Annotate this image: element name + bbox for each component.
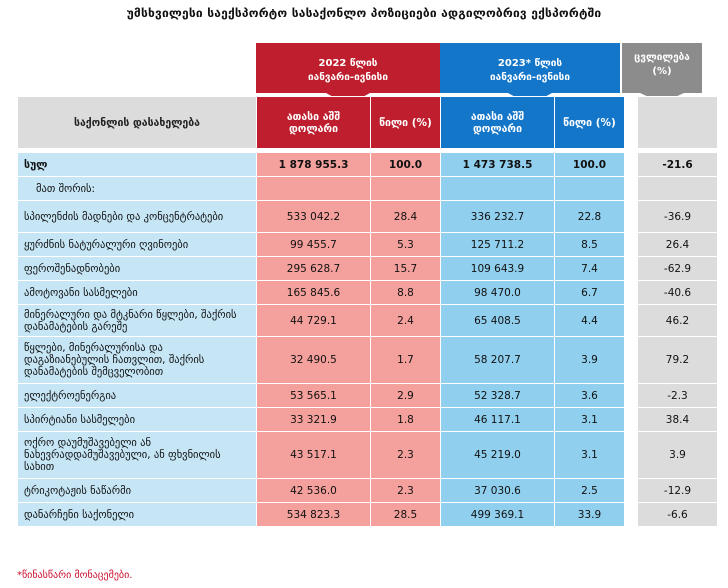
share-2023: 100.0 — [555, 153, 625, 177]
share-2023: 3.6 — [555, 384, 625, 408]
spacer — [625, 305, 638, 337]
row-name: ელექტროენერგია — [18, 384, 257, 408]
spacer — [625, 408, 638, 432]
value-2023: 336 232.7 — [441, 201, 555, 233]
value-2023: 52 328.7 — [441, 384, 555, 408]
share-2023: 3.1 — [555, 408, 625, 432]
value-2023: 1 473 738.5 — [441, 153, 555, 177]
row-name: ტრიკოტაჟის ნაწარმი — [18, 479, 257, 503]
value-2023: 45 219.0 — [441, 432, 555, 479]
row-name: სპილენძის მადნები და კონცენტრატები — [18, 201, 257, 233]
table-row — [18, 257, 718, 281]
period-2023-header — [440, 43, 620, 93]
table-row — [18, 233, 718, 257]
period-2022-label: 2022 წლის იანვარი-ივნისი — [308, 58, 388, 83]
share-2022: 15.7 — [371, 257, 441, 281]
row-name: დანარჩენი საქონელი — [18, 503, 257, 527]
table-row — [18, 177, 718, 201]
share-2022: 1.7 — [371, 337, 441, 384]
value-2023: 98 470.0 — [441, 281, 555, 305]
change-pct: -21.6 — [638, 153, 718, 177]
row-name: წყლები, მინერალურისა და დაგაზიანებულის ჩათვლით, შაქრის დანამატების შემცველობით — [18, 337, 257, 384]
change-pct: 3.9 — [638, 432, 718, 479]
row-name: სულ — [18, 153, 257, 177]
change-pct: 26.4 — [638, 233, 718, 257]
col-header-share-2022: წილი (%) — [371, 97, 441, 149]
value-2022: 295 628.7 — [257, 257, 371, 281]
period-2023-label: 2023* წლის იანვარი-ივნისი — [490, 58, 570, 83]
share-2023: 3.9 — [555, 337, 625, 384]
share-2022: 28.4 — [371, 201, 441, 233]
spacer — [625, 153, 638, 177]
table-row — [18, 408, 718, 432]
share-2023: 33.9 — [555, 503, 625, 527]
row-name: მინერალური და მტკნარი წყლები, შაქრის დანამატების გარეშე — [18, 305, 257, 337]
row-name: სპირტიანი სასმელები — [18, 408, 257, 432]
share-2022: 5.3 — [371, 233, 441, 257]
share-2022: 28.5 — [371, 503, 441, 527]
value-2022: 32 490.5 — [257, 337, 371, 384]
col-header-change — [638, 97, 718, 149]
share-2022 — [371, 177, 441, 201]
column-header-row — [18, 97, 718, 149]
row-name: ოქრო დაუმუშავებელი ან ნახევრადდამუშავებული, ან ფხვნილის სახით — [18, 432, 257, 479]
value-2023: 37 030.6 — [441, 479, 555, 503]
col-header-value-2023-text: ათასი აშშ დოლარი — [470, 110, 525, 135]
spacer — [625, 337, 638, 384]
share-2023: 22.8 — [555, 201, 625, 233]
spacer — [625, 201, 638, 233]
spacer — [625, 177, 638, 201]
spacer — [625, 503, 638, 527]
share-2023: 4.4 — [555, 305, 625, 337]
spacer — [625, 432, 638, 479]
value-2022: 534 823.3 — [257, 503, 371, 527]
change-pct: -62.9 — [638, 257, 718, 281]
change-pct: 46.2 — [638, 305, 718, 337]
col-header-share-2023: წილი (%) — [555, 97, 625, 149]
row-name: ფეროშენადნობები — [18, 257, 257, 281]
value-2023: 125 711.2 — [441, 233, 555, 257]
export-table — [17, 96, 718, 527]
share-2022: 2.4 — [371, 305, 441, 337]
spacer — [625, 281, 638, 305]
table-row — [18, 432, 718, 479]
value-2022: 165 845.6 — [257, 281, 371, 305]
share-2023: 8.5 — [555, 233, 625, 257]
row-name: ყურძნის ნატურალური ღვინოები — [18, 233, 257, 257]
change-header — [622, 43, 702, 93]
share-2023: 6.7 — [555, 281, 625, 305]
share-2023 — [555, 177, 625, 201]
share-2022: 2.3 — [371, 432, 441, 479]
value-2022: 99 455.7 — [257, 233, 371, 257]
value-2022: 1 878 955.3 — [257, 153, 371, 177]
share-2023: 7.4 — [555, 257, 625, 281]
share-2023: 2.5 — [555, 479, 625, 503]
spacer — [625, 97, 638, 149]
col-header-value-2022 — [257, 97, 371, 149]
col-header-value-2023 — [441, 97, 555, 149]
share-2022: 2.3 — [371, 479, 441, 503]
change-label: ცვლილება (%) — [634, 52, 690, 77]
value-2022: 53 565.1 — [257, 384, 371, 408]
table-row — [18, 281, 718, 305]
table-row — [18, 337, 718, 384]
value-2023: 58 207.7 — [441, 337, 555, 384]
footnote: *წინასწარი მონაცემები. — [17, 570, 133, 581]
change-pct: 79.2 — [638, 337, 718, 384]
spacer — [625, 233, 638, 257]
value-2022: 43 517.1 — [257, 432, 371, 479]
table-row — [18, 384, 718, 408]
value-2023: 109 643.9 — [441, 257, 555, 281]
change-pct — [638, 177, 718, 201]
table-row — [18, 305, 718, 337]
value-2022: 33 321.9 — [257, 408, 371, 432]
value-2023 — [441, 177, 555, 201]
change-pct: 38.4 — [638, 408, 718, 432]
value-2023: 65 408.5 — [441, 305, 555, 337]
table-row — [18, 479, 718, 503]
change-pct: -2.3 — [638, 384, 718, 408]
col-header-name: საქონლის დასახელება — [18, 97, 257, 149]
value-2023: 46 117.1 — [441, 408, 555, 432]
col-header-value-2022-text: ათასი აშშ დოლარი — [286, 110, 341, 135]
table-row — [18, 503, 718, 527]
spacer — [625, 257, 638, 281]
table-row — [18, 153, 718, 177]
spacer — [625, 384, 638, 408]
share-2022: 8.8 — [371, 281, 441, 305]
spacer — [625, 479, 638, 503]
period-2022-header — [256, 43, 440, 93]
change-pct: -12.9 — [638, 479, 718, 503]
value-2022: 533 042.2 — [257, 201, 371, 233]
share-2022: 1.8 — [371, 408, 441, 432]
change-pct: -40.6 — [638, 281, 718, 305]
row-name: ამოტოვანი სასმელები — [18, 281, 257, 305]
row-name: მათ შორის: — [18, 177, 257, 201]
share-2023: 3.1 — [555, 432, 625, 479]
value-2022: 42 536.0 — [257, 479, 371, 503]
share-2022: 100.0 — [371, 153, 441, 177]
change-pct: -6.6 — [638, 503, 718, 527]
value-2022: 44 729.1 — [257, 305, 371, 337]
table-title: უმსხვილესი საექსპორტო სასაქონლო პოზიციები ადგილობრივ ექსპორტში — [126, 6, 602, 20]
value-2023: 499 369.1 — [441, 503, 555, 527]
table-row — [18, 201, 718, 233]
share-2022: 2.9 — [371, 384, 441, 408]
value-2022 — [257, 177, 371, 201]
change-pct: -36.9 — [638, 201, 718, 233]
